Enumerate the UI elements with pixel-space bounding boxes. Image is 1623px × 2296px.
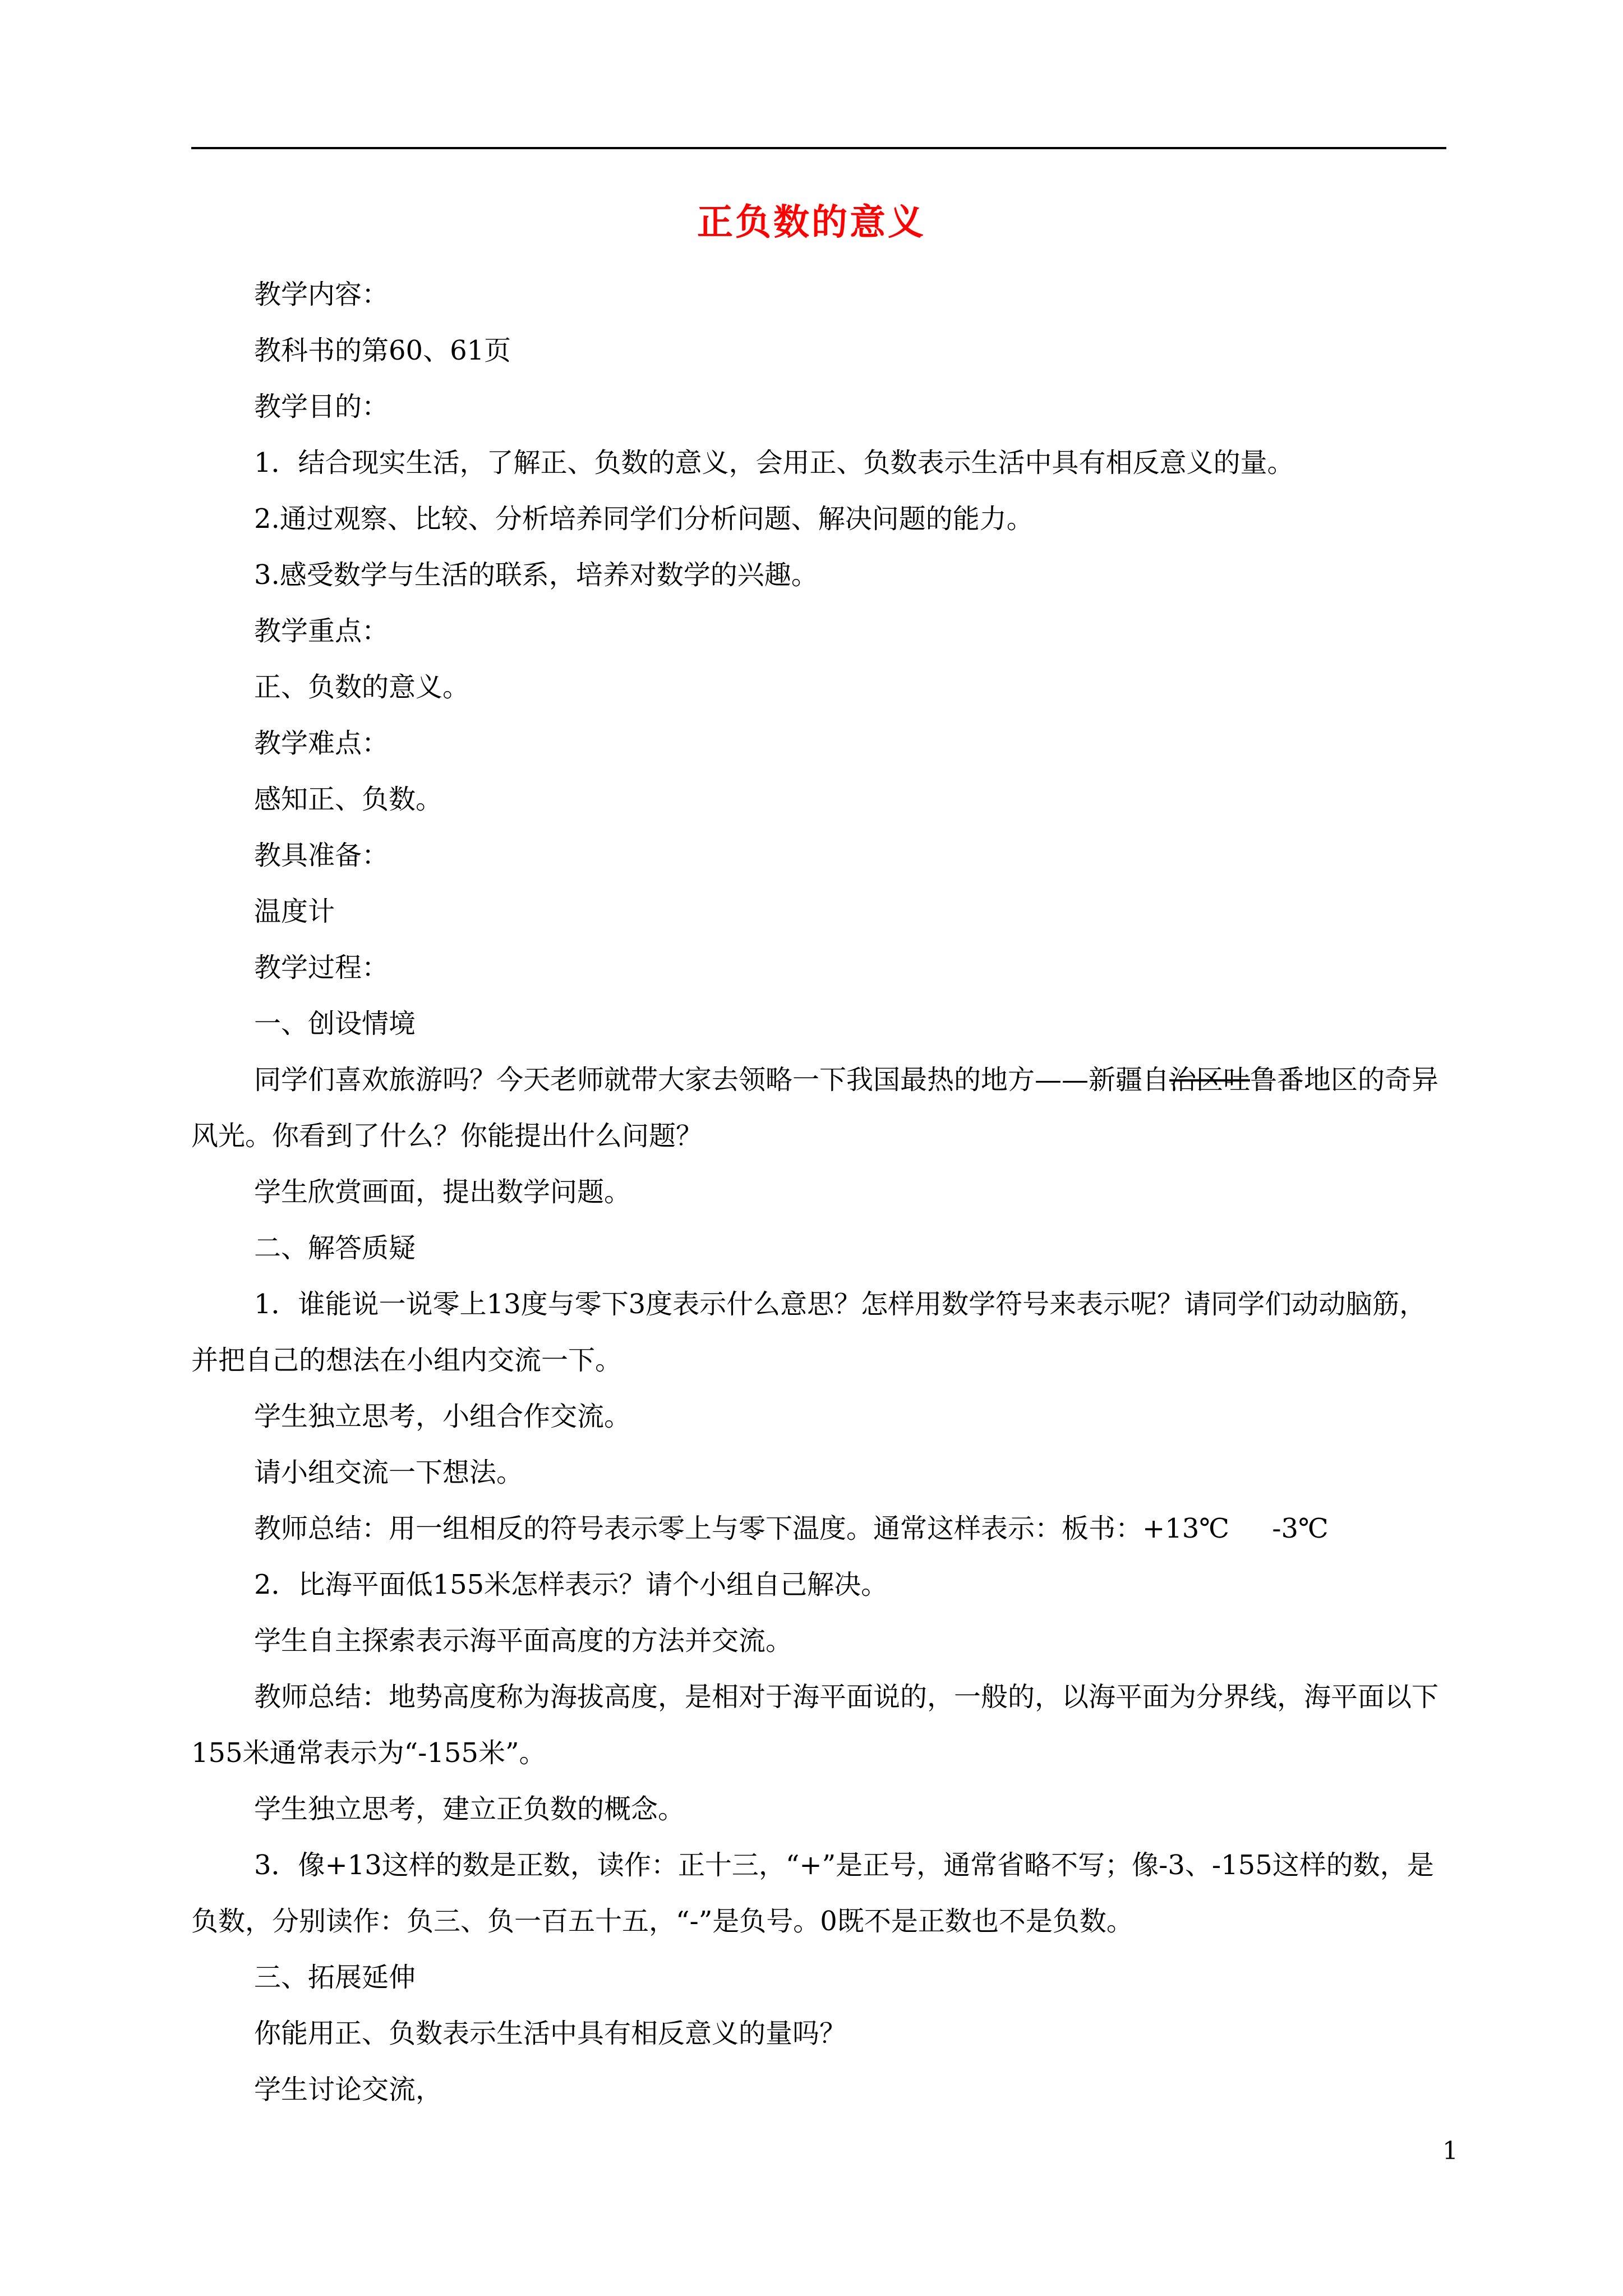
paragraph: 三、拓展延伸 xyxy=(254,1962,416,1993)
paragraph: 你能用正、负数表示生活中具有相反意义的量吗？ xyxy=(254,2018,847,2049)
paragraph: 教学过程： xyxy=(254,952,389,983)
paragraph: 教学重点： xyxy=(254,615,389,647)
paragraph: 1．结合现实生活，了解正、负数的意义，会用正、负数表示生活中具有相反意义的量。 xyxy=(254,447,1294,478)
paragraph: 教师总结：地势高度称为海拔高度，是相对于海平面说的，一般的，以海平面为分界线，海平面以下155米通常表示为“-155米”。 xyxy=(191,1681,1439,1769)
paragraph: 教师总结：用一组相反的符号表示零上与零下温度。通常这样表示：板书：+13℃ -3℃ xyxy=(254,1513,1329,1544)
scenario-paragraph xyxy=(191,1052,1446,1164)
paragraph: 正、负数的意义。 xyxy=(254,671,470,703)
paragraph: 学生欣赏画面，提出数学问题。 xyxy=(254,1176,631,1208)
paragraph: 学生独立思考，小组合作交流。 xyxy=(254,1401,631,1432)
paragraph: 教学内容： xyxy=(254,279,389,310)
header-rule xyxy=(191,147,1446,149)
paragraph: 学生讨论交流， xyxy=(254,2074,443,2105)
paragraph: 教学难点： xyxy=(254,728,389,759)
paragraph: 学生独立思考，建立正负数的概念。 xyxy=(254,1793,685,1825)
paragraph: 二、解答质疑 xyxy=(254,1232,416,1264)
paragraph: 学生自主探索表示海平面高度的方法并交流。 xyxy=(254,1625,793,1657)
paragraph: 2.通过观察、比较、分析培养同学们分析问题、解决问题的能力。 xyxy=(254,503,1034,535)
paragraph: 教具准备： xyxy=(254,840,389,871)
paragraph: 感知正、负数。 xyxy=(254,784,443,815)
page-number: 1 xyxy=(1442,2137,1458,2165)
document-body xyxy=(191,266,1446,2118)
paragraph: 一、创设情境 xyxy=(254,1008,416,1039)
paragraph: 教科书的第60、61页 xyxy=(254,335,511,366)
document-title: 正负数的意义 xyxy=(697,201,926,243)
paragraph: 温度计 xyxy=(254,896,335,927)
paragraph: 请小组交流一下想法。 xyxy=(254,1457,524,1488)
paragraph: 3.感受数学与生活的联系，培养对数学的兴趣。 xyxy=(254,559,818,591)
struck-text: 治区吐 xyxy=(1169,1064,1251,1096)
paragraph: 2．比海平面低155米怎样表示？请个小组自己解决。 xyxy=(254,1569,888,1600)
paragraph: 3．像+13这样的数是正数，读作：正十三，“+”是正号，通常省略不写；像-3、-155这样的数，是负数，分别读作：负三、负一百五十五，“-”是负号。0既不是正数也不是负数。 xyxy=(191,1849,1434,1937)
scenario-text-before: 同学们喜欢旅游吗？今天老师就带大家去领略一下我国最热的地方——新疆自 xyxy=(254,1064,1170,1096)
paragraph: 1．谁能说一说零上13度与零下3度表示什么意思？怎样用数学符号来表示呢？请同学们动动脑筋，并把自己的想法在小组内交流一下。 xyxy=(191,1289,1427,1376)
scenario-text-after: 鲁番地区的奇异风光。你看到了什么？你能提出什么问题？ xyxy=(191,1064,1439,1152)
paragraph: 教学目的： xyxy=(254,391,389,422)
